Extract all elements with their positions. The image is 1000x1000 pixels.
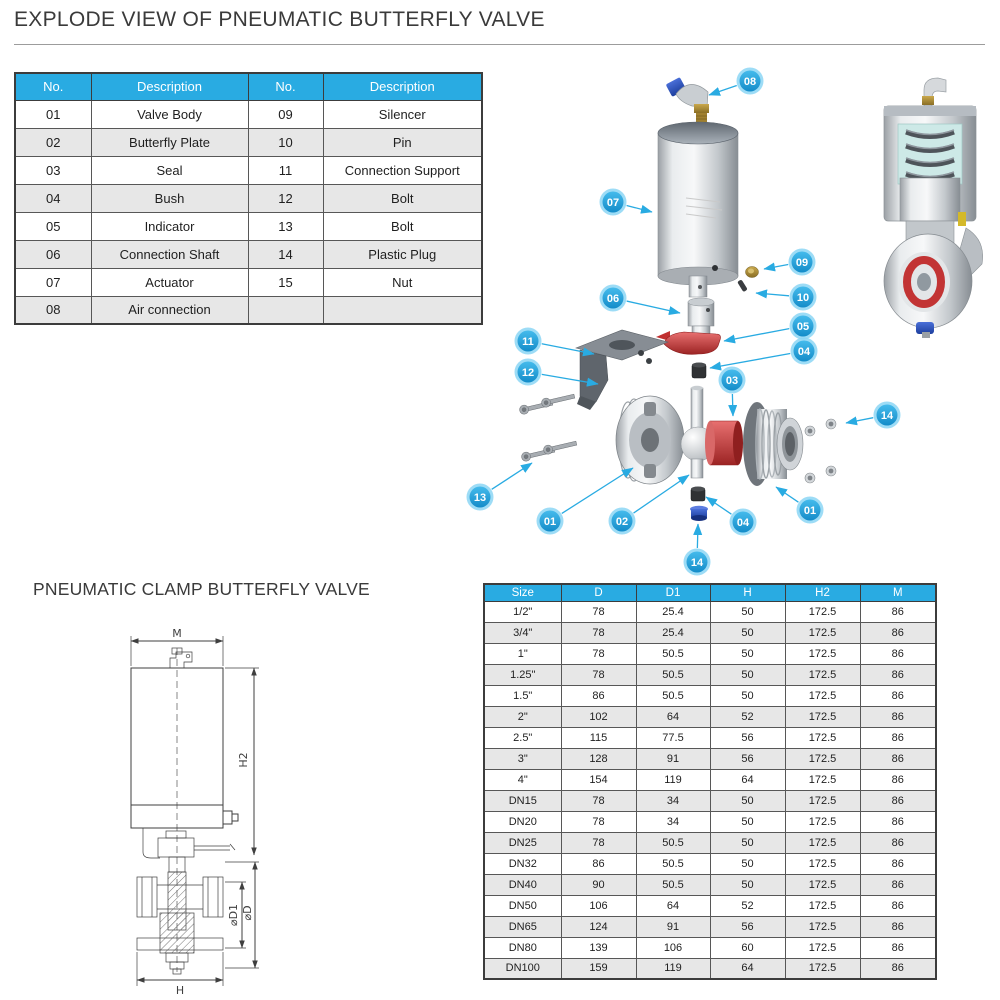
table-cell: 08 xyxy=(15,296,91,324)
svg-text:05: 05 xyxy=(796,321,810,333)
table-cell: 1.25" xyxy=(484,664,561,685)
table-cell: 78 xyxy=(561,601,636,622)
table-cell: 04 xyxy=(15,184,91,212)
table-cell: 91 xyxy=(636,748,710,769)
table-cell: 172.5 xyxy=(785,895,860,916)
svg-text:14: 14 xyxy=(880,410,894,422)
bush-lower-graphic xyxy=(691,487,705,502)
callout-04 xyxy=(710,338,818,369)
table-cell: 172.5 xyxy=(785,853,860,874)
table-cell: 06 xyxy=(15,240,91,268)
table-cell: 172.5 xyxy=(785,601,860,622)
table-cell: 86 xyxy=(860,895,936,916)
column-header: No. xyxy=(248,73,323,100)
table-cell: 03 xyxy=(15,156,91,184)
table-cell: 119 xyxy=(636,958,710,979)
air-connection-elbow-graphic xyxy=(666,77,709,122)
table-row xyxy=(484,622,936,643)
table-cell: 86 xyxy=(860,727,936,748)
table-cell: 86 xyxy=(860,601,936,622)
table-cell: 154 xyxy=(561,769,636,790)
table-cell: 128 xyxy=(561,748,636,769)
table-row xyxy=(484,832,936,853)
size-table xyxy=(483,583,937,980)
table-cell: 05 xyxy=(15,212,91,240)
table-row xyxy=(484,643,936,664)
table-cell: 86 xyxy=(860,706,936,727)
table-row xyxy=(484,664,936,685)
table-cell: Silencer xyxy=(323,100,482,128)
callout-01 xyxy=(776,487,824,524)
table-cell: 25.4 xyxy=(636,622,710,643)
drawing-bracket xyxy=(143,828,235,872)
seal-graphic xyxy=(705,421,743,465)
svg-text:03: 03 xyxy=(725,375,739,387)
table-row xyxy=(484,601,936,622)
table-cell: 50 xyxy=(710,790,785,811)
table-row xyxy=(15,240,482,268)
svg-text:H: H xyxy=(175,984,185,997)
table-cell: 102 xyxy=(561,706,636,727)
parts-table xyxy=(14,72,483,325)
table-cell: 14 xyxy=(248,240,323,268)
table-cell: 50.5 xyxy=(636,853,710,874)
table-cell: 52 xyxy=(710,706,785,727)
connection-shaft-graphic xyxy=(688,298,714,335)
dimension-H2 xyxy=(225,668,259,855)
table-cell: Indicator xyxy=(91,212,248,240)
callout-14 xyxy=(684,524,711,576)
table-cell: 172.5 xyxy=(785,727,860,748)
table-cell: 159 xyxy=(561,958,636,979)
table-cell: 64 xyxy=(710,769,785,790)
svg-text:06: 06 xyxy=(606,293,620,305)
table-cell: 34 xyxy=(636,811,710,832)
table-row xyxy=(484,748,936,769)
svg-text:14: 14 xyxy=(690,557,704,569)
table-row xyxy=(484,706,936,727)
table-row xyxy=(484,853,936,874)
table-cell: DN40 xyxy=(484,874,561,895)
table-cell: 50.5 xyxy=(636,664,710,685)
table-row xyxy=(15,100,482,128)
table-cell: Nut xyxy=(323,268,482,296)
pin-graphic xyxy=(737,279,748,292)
table-cell: 50 xyxy=(710,811,785,832)
title-divider xyxy=(14,44,985,45)
actuator-neck-graphic xyxy=(689,276,707,297)
table-cell: Plastic Plug xyxy=(323,240,482,268)
table-cell: 139 xyxy=(561,937,636,958)
table-cell: 50.5 xyxy=(636,832,710,853)
table-cell: 172.5 xyxy=(785,790,860,811)
table-cell: 86 xyxy=(860,958,936,979)
table-cell: 25.4 xyxy=(636,601,710,622)
table-cell: 52 xyxy=(710,895,785,916)
table-cell: 91 xyxy=(636,916,710,937)
table-cell: 1.5" xyxy=(484,685,561,706)
table-cell: Butterfly Plate xyxy=(91,128,248,156)
table-cell: 15 xyxy=(248,268,323,296)
callout-13 xyxy=(467,463,533,511)
table-cell: DN32 xyxy=(484,853,561,874)
table-cell: 172.5 xyxy=(785,622,860,643)
table-cell: 86 xyxy=(860,769,936,790)
table-cell: 56 xyxy=(710,916,785,937)
svg-text:11: 11 xyxy=(522,336,534,348)
nuts-graphic xyxy=(805,419,836,483)
table-cell: DN100 xyxy=(484,958,561,979)
table-row xyxy=(15,296,482,324)
page-title: EXPLODE VIEW OF PNEUMATIC BUTTERFLY VALVE xyxy=(14,8,545,31)
table-cell: 78 xyxy=(561,643,636,664)
table-cell: Connection Support xyxy=(323,156,482,184)
table-cell: 07 xyxy=(15,268,91,296)
valve-body-left-graphic xyxy=(616,396,684,484)
table-cell: 90 xyxy=(561,874,636,895)
table-cell: 64 xyxy=(636,895,710,916)
drawing-valve-body xyxy=(137,872,223,974)
table-cell: 64 xyxy=(710,958,785,979)
actuator-graphic xyxy=(658,122,738,285)
size-table-header-row xyxy=(484,584,936,601)
svg-text:04: 04 xyxy=(736,517,750,529)
table-cell: 50 xyxy=(710,685,785,706)
table-cell: 09 xyxy=(248,100,323,128)
svg-text:09: 09 xyxy=(795,257,809,269)
svg-text:01: 01 xyxy=(803,505,817,517)
table-cell: 50 xyxy=(710,622,785,643)
table-cell: 50 xyxy=(710,664,785,685)
table-cell: Pin xyxy=(323,128,482,156)
table-cell: 172.5 xyxy=(785,937,860,958)
svg-text:02: 02 xyxy=(615,516,629,528)
svg-text:04: 04 xyxy=(797,346,811,358)
table-row xyxy=(484,937,936,958)
table-cell: 86 xyxy=(860,748,936,769)
table-cell: 3/4" xyxy=(484,622,561,643)
column-header: D xyxy=(561,584,636,601)
table-cell: 86 xyxy=(860,874,936,895)
table-cell: 4" xyxy=(484,769,561,790)
bush-upper-graphic xyxy=(692,363,706,379)
table-cell: 01 xyxy=(15,100,91,128)
table-cell: Bush xyxy=(91,184,248,212)
table-row xyxy=(484,727,936,748)
table-cell: 86 xyxy=(860,811,936,832)
table-row xyxy=(484,685,936,706)
svg-text:⌀D: ⌀D xyxy=(241,905,254,921)
callout-07 xyxy=(600,189,653,216)
callout-04 xyxy=(706,497,757,536)
table-cell: DN25 xyxy=(484,832,561,853)
callout-05 xyxy=(724,313,817,342)
table-cell: DN20 xyxy=(484,811,561,832)
table-row xyxy=(484,895,936,916)
table-cell: 86 xyxy=(561,685,636,706)
table-cell: 02 xyxy=(15,128,91,156)
column-header: H2 xyxy=(785,584,860,601)
svg-text:08: 08 xyxy=(743,76,757,88)
table-cell: Air connection xyxy=(91,296,248,324)
svg-text:⌀D1: ⌀D1 xyxy=(227,903,240,927)
table-cell: 86 xyxy=(860,685,936,706)
table-cell: 50.5 xyxy=(636,643,710,664)
table-cell: 2" xyxy=(484,706,561,727)
table-cell: 172.5 xyxy=(785,769,860,790)
table-cell: 172.5 xyxy=(785,811,860,832)
table-cell: 172.5 xyxy=(785,664,860,685)
dimension-drawing xyxy=(70,622,322,996)
section-title: PNEUMATIC CLAMP BUTTERFLY VALVE xyxy=(33,579,370,599)
table-cell: 64 xyxy=(636,706,710,727)
table-cell: 13 xyxy=(248,212,323,240)
table-cell: 86 xyxy=(561,853,636,874)
table-cell: DN65 xyxy=(484,916,561,937)
table-cell: 50 xyxy=(710,832,785,853)
table-cell: 10 xyxy=(248,128,323,156)
table-cell: DN50 xyxy=(484,895,561,916)
table-cell: 86 xyxy=(860,916,936,937)
table-cell: Valve Body xyxy=(91,100,248,128)
svg-text:10: 10 xyxy=(796,292,810,304)
table-cell: 50 xyxy=(710,874,785,895)
table-row xyxy=(15,128,482,156)
table-cell: Seal xyxy=(91,156,248,184)
table-cell: 60 xyxy=(710,937,785,958)
table-row xyxy=(15,268,482,296)
table-cell: 50 xyxy=(710,643,785,664)
table-row xyxy=(15,212,482,240)
table-cell: Connection Shaft xyxy=(91,240,248,268)
column-header: Description xyxy=(323,73,482,100)
table-cell: 56 xyxy=(710,748,785,769)
table-cell: 78 xyxy=(561,832,636,853)
table-cell: 50.5 xyxy=(636,874,710,895)
callout-10 xyxy=(756,284,817,311)
table-cell: 78 xyxy=(561,622,636,643)
table-cell: 119 xyxy=(636,769,710,790)
svg-text:01: 01 xyxy=(543,516,557,528)
table-row xyxy=(484,916,936,937)
svg-text:12: 12 xyxy=(521,367,535,379)
table-row xyxy=(15,184,482,212)
table-cell: 1" xyxy=(484,643,561,664)
plastic-plug-graphic xyxy=(690,506,708,521)
table-cell: 172.5 xyxy=(785,706,860,727)
drawing-actuator xyxy=(131,668,238,828)
table-cell: 86 xyxy=(860,643,936,664)
table-cell: 172.5 xyxy=(785,748,860,769)
callout-14 xyxy=(846,402,901,429)
table-row xyxy=(484,811,936,832)
silencer-graphic xyxy=(746,267,759,278)
svg-text:M: M xyxy=(172,627,182,640)
table-cell: 172.5 xyxy=(785,874,860,895)
table-cell xyxy=(248,296,323,324)
table-cell: 11 xyxy=(248,156,323,184)
table-cell: 115 xyxy=(561,727,636,748)
table-cell: 86 xyxy=(860,664,936,685)
table-row xyxy=(484,958,936,979)
svg-text:07: 07 xyxy=(606,197,620,209)
svg-text:13: 13 xyxy=(473,492,487,504)
assembled-valve-illustration xyxy=(872,66,992,341)
svg-text:H2: H2 xyxy=(237,752,250,768)
table-cell: Actuator xyxy=(91,268,248,296)
table-cell: 77.5 xyxy=(636,727,710,748)
table-row xyxy=(484,874,936,895)
table-cell: 78 xyxy=(561,811,636,832)
callout-08 xyxy=(709,68,764,96)
column-header: No. xyxy=(15,73,91,100)
table-cell: 78 xyxy=(561,790,636,811)
column-header: Size xyxy=(484,584,561,601)
table-cell: Bolt xyxy=(323,184,482,212)
table-cell: DN15 xyxy=(484,790,561,811)
table-cell: 50 xyxy=(710,601,785,622)
table-row xyxy=(484,769,936,790)
table-cell: 172.5 xyxy=(785,958,860,979)
drawing-elbow xyxy=(170,648,192,668)
table-cell: 86 xyxy=(860,622,936,643)
callout-06 xyxy=(600,285,681,314)
table-cell: 172.5 xyxy=(785,832,860,853)
table-row xyxy=(484,790,936,811)
dimension-H xyxy=(137,952,223,997)
table-cell: 106 xyxy=(561,895,636,916)
table-cell: 106 xyxy=(636,937,710,958)
table-cell: 1/2" xyxy=(484,601,561,622)
table-cell: Bolt xyxy=(323,212,482,240)
table-cell: 3" xyxy=(484,748,561,769)
table-cell: 172.5 xyxy=(785,685,860,706)
callout-09 xyxy=(764,249,816,276)
table-cell: 86 xyxy=(860,832,936,853)
table-cell: 50 xyxy=(710,853,785,874)
table-cell: DN80 xyxy=(484,937,561,958)
table-cell: 56 xyxy=(710,727,785,748)
callout-03 xyxy=(719,367,746,417)
table-cell: 12 xyxy=(248,184,323,212)
table-row xyxy=(15,156,482,184)
table-cell: 124 xyxy=(561,916,636,937)
table-cell: 86 xyxy=(860,853,936,874)
table-cell: 172.5 xyxy=(785,643,860,664)
table-cell: 34 xyxy=(636,790,710,811)
column-header: Description xyxy=(91,73,248,100)
parts-table-header-row xyxy=(15,73,482,100)
table-cell: 86 xyxy=(860,790,936,811)
bolts-graphic xyxy=(519,392,578,462)
table-cell: 50.5 xyxy=(636,685,710,706)
column-header: M xyxy=(860,584,936,601)
column-header: D1 xyxy=(636,584,710,601)
table-cell: 86 xyxy=(860,937,936,958)
column-header: H xyxy=(710,584,785,601)
table-cell: 172.5 xyxy=(785,916,860,937)
valve-body-right-graphic xyxy=(743,402,803,486)
table-cell: 2.5" xyxy=(484,727,561,748)
table-cell: 78 xyxy=(561,664,636,685)
